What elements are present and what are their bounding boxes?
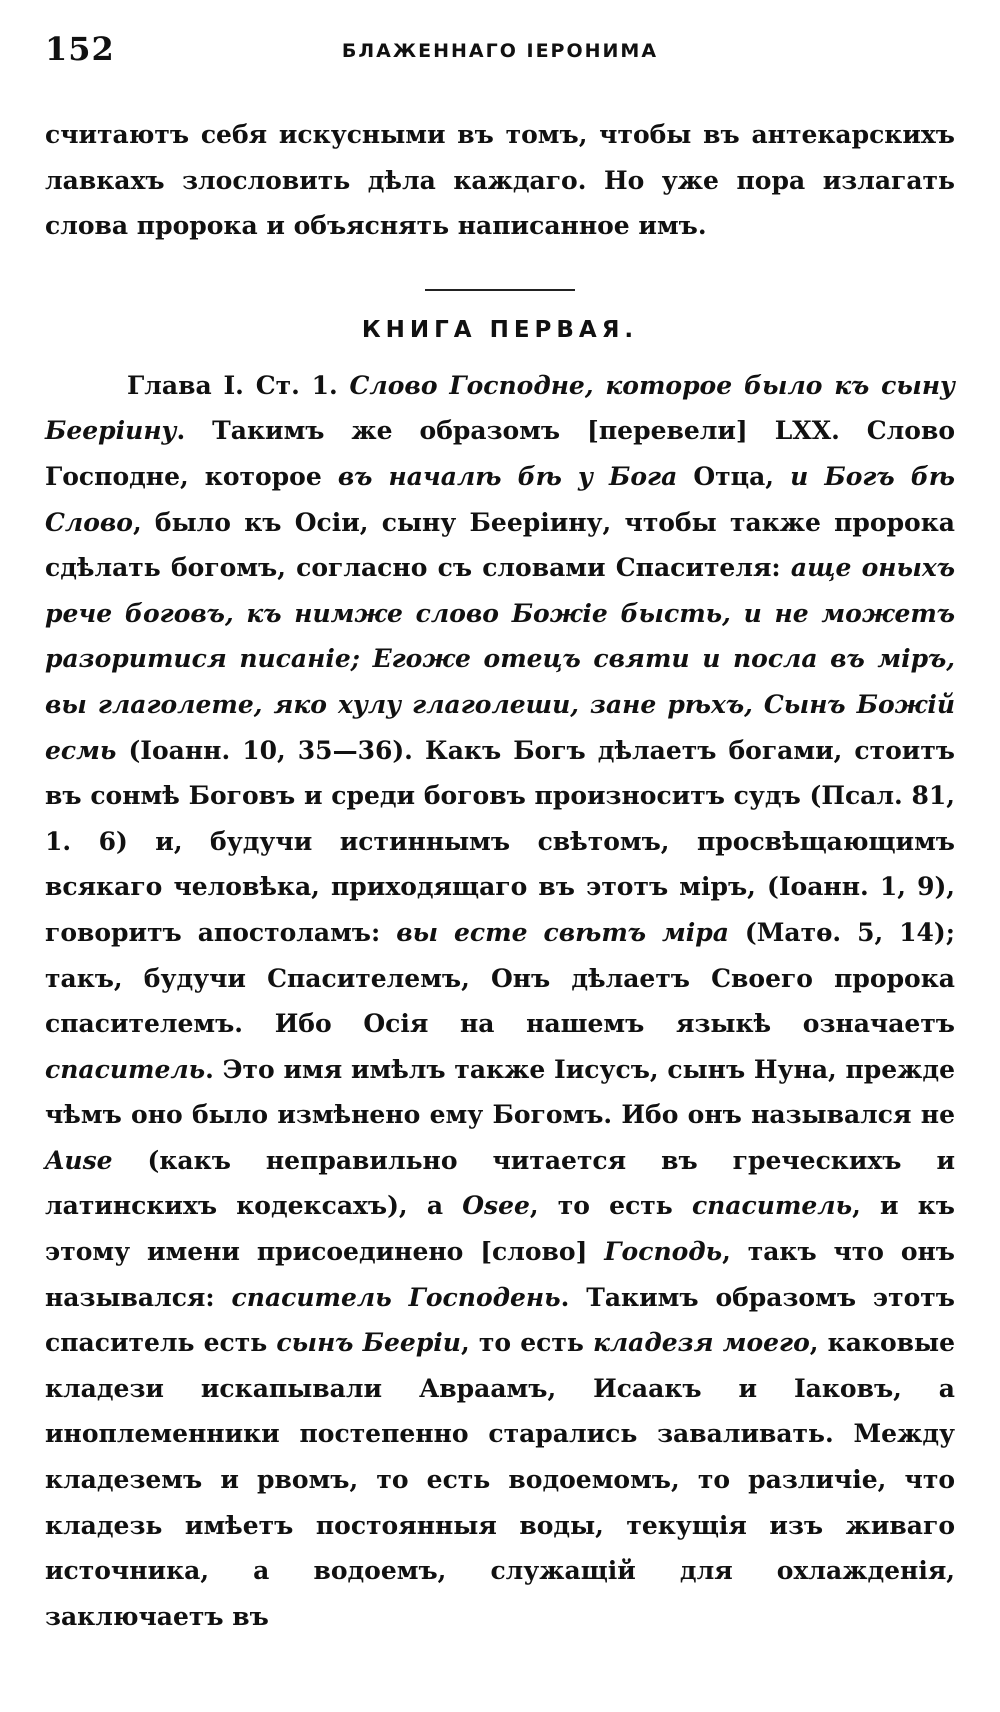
scripture-quote: и Богъ бѣ Слово [45,461,955,537]
emphasized-term: спаситель [691,1191,853,1221]
emphasized-term: кладезя моего [592,1328,810,1358]
commentary-text: (какъ неправильно читается въ греческихъ и латинскихъ кодексахъ), а [45,1145,955,1221]
commentary-text: , и къ этому имени присоединено [слово] [45,1191,955,1267]
commentary-text: . Такимъ же образомъ [перевели] LXX. Слово Господне, которое [45,416,955,491]
commentary-text: Отца, [677,461,791,491]
emphasized-term: спаситель [45,1054,206,1084]
chapter-heading: Глава I. Ст. 1. [127,370,350,400]
commentary-text: , то есть [529,1191,692,1221]
commentary-text: , было къ Осiи, сыну Беерiину, чтобы также пророка сдѣлать богомъ, согласно съ словами Спасителя: [45,507,955,583]
scripture-quote: вы есте свѣтъ мiра [396,917,729,947]
opening-paragraph: считаютъ себя искусными въ томъ, чтобы въ антекарскихъ лавкахъ злословить дѣла каждаго. Но уже пора излагать слова пророка и объяснять написанное имъ. [45,120,955,241]
scripture-quote: Слово Господне, которое было къ сыну Беерiину [45,370,955,446]
running-head [45,30,955,80]
book-page [45,30,955,1639]
scripture-quote: аще оныхъ рече боговъ, къ нимже слово Божiе бысть, и не можетъ разоритися писанiе; Егоже отецъ святи и посла въ мiръ, вы глаголете, яко хулу глаголеши, зане рѣхъ, Сынъ Божiй есмь [45,553,955,765]
emphasized-term: Господь [604,1237,723,1267]
commentary-text: . Это имя имѣлъ также Iисусъ, сынъ Нуна, прежде чѣмъ оно было измѣнено ему Богомъ. Ибо онъ назывался не [45,1054,955,1130]
commentary-text: , то есть [460,1328,593,1358]
emphasized-term: Osee [462,1191,530,1221]
emphasized-term: Ause [45,1145,113,1175]
page-number: 152 [45,30,115,68]
commentary-text: , такъ что онъ назывался: [45,1237,955,1312]
scripture-quote: въ началѣ бѣ у Бога [337,461,678,491]
emphasized-term: спаситель Господень [231,1282,561,1312]
section-divider [425,289,575,291]
chapter-paragraph [45,363,955,1640]
emphasized-term: сынъ Беерiи [276,1328,461,1358]
commentary-text: . Такимъ образомъ этотъ спаситель есть [45,1282,955,1358]
running-title: БЛАЖЕННАГО ІЕРОНИМА [341,40,659,62]
commentary-text: (Іоанн. 10, 35—36). Какъ Богъ дѣлаетъ богами, стоитъ въ сонмѣ Боговъ и среди боговъ произноситъ судъ (Псал. 81, 1. 6) и, будучи истиннымъ свѣтомъ, просвѣщающимъ всякаго человѣка, приходящаго въ этотъ мiръ, (Іоанн. 1, 9), говоритъ апостоламъ: [45,735,955,947]
book-title: КНИГА ПЕРВАЯ. [361,316,639,343]
commentary-text: , каковые кладези искапывали Авраамъ, Исаакъ и Іаковъ, а иноплеменники постепенно старались заваливать. Между кладеземъ и рвомъ, то есть водоемомъ, то различiе, что кладезь имѣетъ постоянныя воды, текущiя изъ живаго источника, а водоемъ, служащiй для охлажденiя, заключаетъ въ [45,1328,955,1631]
commentary-text: (Матѳ. 5, 14); такъ, будучи Спасителемъ, Онъ дѣлаетъ Своего пророка спасителемъ. Ибо Осiя на нашемъ языкѣ означаетъ [45,917,955,1039]
